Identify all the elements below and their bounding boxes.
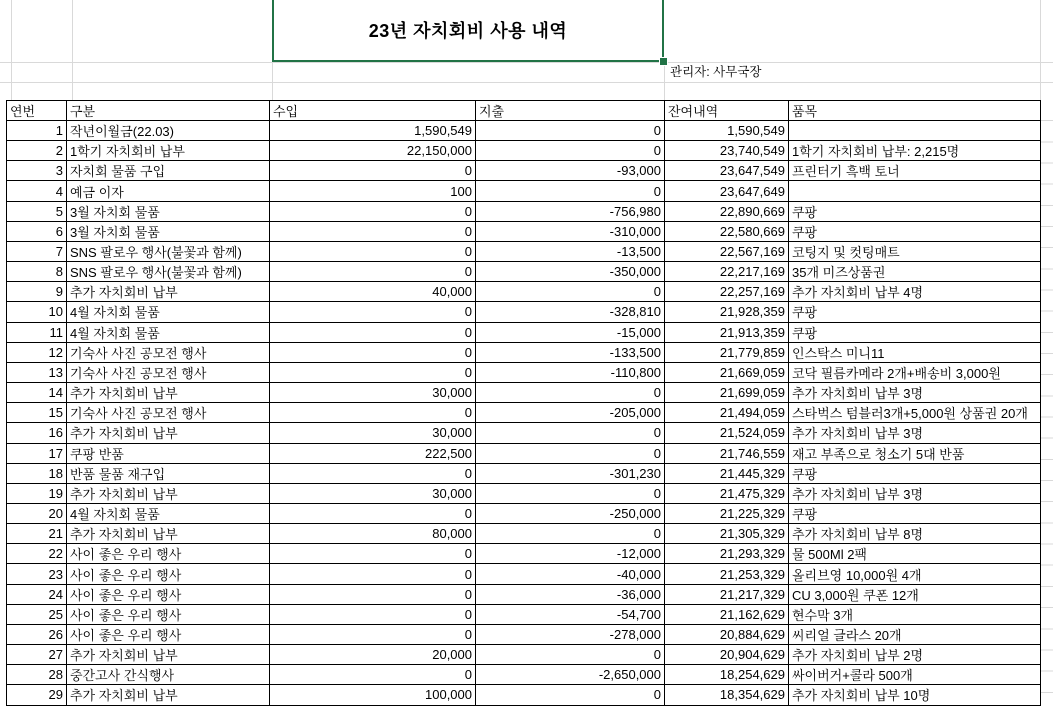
table-row [7,524,1041,544]
table-row [7,624,1041,644]
gridline-vertical [11,0,12,100]
title-cell[interactable] [272,0,664,62]
cell-item[interactable]: 코팅지 및 컷팅매트 [789,241,1041,261]
cell-income[interactable]: 0 [270,403,476,423]
cell-no[interactable]: 28 [7,665,67,685]
cell-expense[interactable]: -328,810 [476,302,665,322]
manager-label: 관리자: 사무국장 [670,65,762,79]
cell-balance[interactable]: 23,647,549 [665,161,789,181]
cell-category[interactable]: SNS 팔로우 행사(불꽃과 함께) [67,241,270,261]
selection-fill-handle[interactable] [659,57,668,66]
cell-income[interactable]: 0 [270,221,476,241]
cell-income[interactable]: 0 [270,241,476,261]
cell-item[interactable]: 현수막 3개 [789,604,1041,624]
cell-category[interactable]: 쿠팡 반품 [67,443,270,463]
cell-income[interactable]: 0 [270,624,476,644]
table-row [7,645,1041,665]
cell-no[interactable]: 20 [7,503,67,523]
table-row [7,665,1041,685]
cell-balance[interactable]: 20,884,629 [665,624,789,644]
cell-category[interactable]: 추가 자치회비 납부 [67,483,270,503]
cell-item[interactable]: 35개 미즈상품권 [789,262,1041,282]
cell-no[interactable]: 29 [7,685,67,705]
cell-balance[interactable]: 23,647,649 [665,181,789,201]
cell-expense[interactable]: 0 [476,524,665,544]
cell-expense[interactable]: 0 [476,383,665,403]
table-row [7,403,1041,423]
cell-expense[interactable]: 0 [476,443,665,463]
cell-item[interactable]: 인스탁스 미니11 [789,342,1041,362]
cell-item[interactable]: CU 3,000원 쿠폰 12개 [789,584,1041,604]
cell-category[interactable]: 추가 자치회비 납부 [67,685,270,705]
ledger-table [6,100,1041,706]
table-row [7,584,1041,604]
gridline-vertical [272,62,273,100]
cell-item[interactable]: 코닥 필름카메라 2개+배송비 3,000원 [789,362,1041,382]
cell-category[interactable]: 작년이월금(22.03) [67,121,270,141]
cell-balance[interactable]: 22,567,169 [665,241,789,261]
cell-balance[interactable]: 1,590,549 [665,121,789,141]
cell-no[interactable]: 7 [7,241,67,261]
gridline-horizontal [0,62,1053,63]
cell-item[interactable]: 추가 자치회비 납부 4명 [789,282,1041,302]
cell-income[interactable]: 0 [270,463,476,483]
cell-expense[interactable]: -350,000 [476,262,665,282]
cell-balance[interactable]: 21,217,329 [665,584,789,604]
cell-expense[interactable]: -2,650,000 [476,665,665,685]
cell-balance[interactable]: 21,293,329 [665,544,789,564]
cell-item[interactable]: 씨리얼 글라스 20개 [789,624,1041,644]
table-row [7,221,1041,241]
cell-category[interactable]: 사이 좋은 우리 행사 [67,544,270,564]
cell-balance[interactable]: 21,928,359 [665,302,789,322]
cell-no[interactable]: 3 [7,161,67,181]
table-row [7,483,1041,503]
cell-expense[interactable]: -15,000 [476,322,665,342]
cell-no[interactable]: 15 [7,403,67,423]
cell-income[interactable]: 0 [270,362,476,382]
cell-income[interactable]: 222,500 [270,443,476,463]
column-header-item[interactable]: 품목 [789,101,1041,121]
cell-category[interactable]: 3월 자치회 물품 [67,221,270,241]
cell-expense[interactable]: -110,800 [476,362,665,382]
cell-income[interactable]: 0 [270,161,476,181]
cell-category[interactable]: 4월 자치회 물품 [67,322,270,342]
cell-income[interactable]: 0 [270,302,476,322]
cell-category[interactable]: 예금 이자 [67,181,270,201]
gridline-horizontal [0,82,1053,83]
sheet-title: 23년 자치회비 사용 내역 [368,21,568,41]
cell-balance[interactable]: 21,475,329 [665,483,789,503]
table-row [7,121,1041,141]
cell-balance[interactable]: 21,669,059 [665,362,789,382]
cell-no[interactable]: 4 [7,181,67,201]
cell-expense[interactable]: -205,000 [476,403,665,423]
gridline-row-stubs [1041,100,1053,707]
cell-expense[interactable]: -40,000 [476,564,665,584]
cell-income[interactable]: 1,590,549 [270,121,476,141]
cell-no[interactable]: 8 [7,262,67,282]
cell-no[interactable]: 9 [7,282,67,302]
table-row [7,262,1041,282]
cell-expense[interactable]: 0 [476,121,665,141]
cell-balance[interactable]: 18,254,629 [665,665,789,685]
table-row [7,302,1041,322]
cell-item[interactable]: 스타벅스 텀블러3개+5,000원 상품권 20개 [789,403,1041,423]
cell-no[interactable]: 14 [7,383,67,403]
cell-income[interactable]: 30,000 [270,383,476,403]
cell-item[interactable]: 쿠팡 [789,201,1041,221]
cell-item[interactable]: 싸이버거+콜라 500개 [789,665,1041,685]
cell-balance[interactable]: 21,162,629 [665,604,789,624]
cell-income[interactable]: 0 [270,665,476,685]
cell-balance[interactable]: 21,746,559 [665,443,789,463]
table-row [7,443,1041,463]
cell-income[interactable]: 40,000 [270,282,476,302]
cell-expense[interactable]: -54,700 [476,604,665,624]
gridline-vertical [1040,0,1041,100]
table-row [7,282,1041,302]
cell-income[interactable]: 0 [270,201,476,221]
cell-item[interactable]: 추가 자치회비 납부 3명 [789,423,1041,443]
table-body [7,121,1041,706]
cell-item[interactable]: 추가 자치회비 납부 3명 [789,483,1041,503]
cell-item[interactable]: 추가 자치회비 납부 10명 [789,685,1041,705]
table-row [7,241,1041,261]
cell-balance[interactable]: 20,904,629 [665,645,789,665]
cell-balance[interactable]: 21,253,329 [665,564,789,584]
cell-balance[interactable]: 22,890,669 [665,201,789,221]
cell-no[interactable]: 6 [7,221,67,241]
cell-item[interactable]: 쿠팡 [789,503,1041,523]
cell-income[interactable]: 0 [270,342,476,362]
cell-item[interactable]: 쿠팡 [789,322,1041,342]
cell-item[interactable] [789,181,1041,201]
cell-income[interactable]: 30,000 [270,483,476,503]
cell-expense[interactable]: -93,000 [476,161,665,181]
cell-income[interactable]: 100,000 [270,685,476,705]
table-row [7,685,1041,705]
cell-income[interactable]: 20,000 [270,645,476,665]
table-row [7,544,1041,564]
cell-expense[interactable]: -12,000 [476,544,665,564]
cell-no[interactable]: 26 [7,624,67,644]
cell-balance[interactable]: 21,913,359 [665,322,789,342]
table-row [7,161,1041,181]
cell-balance[interactable]: 21,445,329 [665,463,789,483]
column-header-income[interactable]: 수입 [270,101,476,121]
table-row [7,383,1041,403]
column-header-no[interactable]: 연번 [7,101,67,121]
cell-income[interactable]: 0 [270,503,476,523]
table-row [7,604,1041,624]
cell-income[interactable]: 0 [270,322,476,342]
cell-expense[interactable]: 0 [476,645,665,665]
cell-category[interactable]: 추가 자치회비 납부 [67,524,270,544]
table-row [7,564,1041,584]
cell-item[interactable]: 올리브영 10,000원 4개 [789,564,1041,584]
cell-item[interactable] [789,121,1041,141]
cell-expense[interactable]: 0 [476,685,665,705]
table-row [7,423,1041,443]
cell-category[interactable]: 기숙사 사진 공모전 행사 [67,342,270,362]
cell-category[interactable]: SNS 팔로우 행사(불꽃과 함께) [67,262,270,282]
cell-category[interactable]: 사이 좋은 우리 행사 [67,604,270,624]
cell-item[interactable]: 추가 자치회비 납부 2명 [789,645,1041,665]
cell-item[interactable]: 재고 부족으로 청소기 5대 반품 [789,443,1041,463]
cell-balance[interactable]: 22,580,669 [665,221,789,241]
cell-income[interactable]: 22,150,000 [270,141,476,161]
cell-item[interactable]: 쿠팡 [789,302,1041,322]
cell-expense[interactable]: 0 [476,483,665,503]
cell-no[interactable]: 22 [7,544,67,564]
cell-no[interactable]: 16 [7,423,67,443]
cell-category[interactable]: 추가 자치회비 납부 [67,282,270,302]
cell-item[interactable]: 추가 자치회비 납부 3명 [789,383,1041,403]
cell-balance[interactable]: 22,257,169 [665,282,789,302]
cell-expense[interactable]: -250,000 [476,503,665,523]
table-row [7,342,1041,362]
cell-no[interactable]: 18 [7,463,67,483]
cell-category[interactable]: 중간고사 간식행사 [67,665,270,685]
cell-category[interactable]: 사이 좋은 우리 행사 [67,624,270,644]
cell-item[interactable]: 쿠팡 [789,221,1041,241]
cell-no[interactable]: 19 [7,483,67,503]
cell-expense[interactable]: -756,980 [476,201,665,221]
cell-balance[interactable]: 21,779,859 [665,342,789,362]
cell-no[interactable]: 11 [7,322,67,342]
cell-no[interactable]: 5 [7,201,67,221]
gridline-vertical [664,66,665,100]
cell-no[interactable]: 24 [7,584,67,604]
cell-category[interactable]: 4월 자치회 물품 [67,503,270,523]
cell-expense[interactable]: -301,230 [476,463,665,483]
cell-balance[interactable]: 21,225,329 [665,503,789,523]
cell-no[interactable]: 27 [7,645,67,665]
column-header-category[interactable]: 구분 [67,101,270,121]
cell-expense[interactable]: -13,500 [476,241,665,261]
table-row [7,322,1041,342]
cell-category[interactable]: 추가 자치회비 납부 [67,645,270,665]
cell-category[interactable]: 반품 물품 재구입 [67,463,270,483]
table-row [7,201,1041,221]
cell-expense[interactable]: -278,000 [476,624,665,644]
table-row [7,503,1041,523]
cell-item[interactable]: 추가 자치회비 납부 8명 [789,524,1041,544]
cell-balance[interactable]: 21,699,059 [665,383,789,403]
cell-income[interactable]: 100 [270,181,476,201]
cell-no[interactable]: 1 [7,121,67,141]
cell-item[interactable]: 프린터기 흑백 토너 [789,161,1041,181]
cell-expense[interactable]: -310,000 [476,221,665,241]
cell-category[interactable]: 기숙사 사진 공모전 행사 [67,403,270,423]
cell-income[interactable]: 0 [270,262,476,282]
cell-no[interactable]: 10 [7,302,67,322]
cell-item[interactable]: 쿠팡 [789,463,1041,483]
cell-income[interactable]: 0 [270,604,476,624]
cell-no[interactable]: 17 [7,443,67,463]
gridline-vertical [72,0,73,100]
cell-category[interactable]: 사이 좋은 우리 행사 [67,564,270,584]
cell-no[interactable]: 13 [7,362,67,382]
cell-balance[interactable]: 21,524,059 [665,423,789,443]
cell-income[interactable]: 80,000 [270,524,476,544]
cell-category[interactable]: 기숙사 사진 공모전 행사 [67,362,270,382]
cell-balance[interactable]: 21,305,329 [665,524,789,544]
cell-category[interactable]: 1학기 자치회비 납부 [67,141,270,161]
column-header-expense[interactable]: 지출 [476,101,665,121]
cell-expense[interactable]: 0 [476,282,665,302]
cell-income[interactable]: 0 [270,544,476,564]
cell-category[interactable]: 추가 자치회비 납부 [67,383,270,403]
cell-expense[interactable]: 0 [476,423,665,443]
cell-item[interactable]: 물 500Ml 2팩 [789,544,1041,564]
cell-no[interactable]: 21 [7,524,67,544]
cell-category[interactable]: 추가 자치회비 납부 [67,423,270,443]
table-row [7,362,1041,382]
table-row [7,181,1041,201]
cell-category[interactable]: 자치회 물품 구입 [67,161,270,181]
cell-no[interactable]: 2 [7,141,67,161]
cell-income[interactable]: 0 [270,564,476,584]
cell-expense[interactable]: 0 [476,141,665,161]
cell-expense[interactable]: -133,500 [476,342,665,362]
cell-balance[interactable]: 18,354,629 [665,685,789,705]
cell-no[interactable]: 25 [7,604,67,624]
cell-balance[interactable]: 22,217,169 [665,262,789,282]
cell-category[interactable]: 3월 자치회 물품 [67,201,270,221]
table-row [7,141,1041,161]
cell-expense[interactable]: 0 [476,181,665,201]
cell-no[interactable]: 23 [7,564,67,584]
table-row [7,463,1041,483]
cell-category[interactable]: 4월 자치회 물품 [67,302,270,322]
cell-item[interactable]: 1학기 자치회비 납부: 2,215명 [789,141,1041,161]
cell-category[interactable]: 사이 좋은 우리 행사 [67,584,270,604]
header-row [7,101,1041,121]
cell-no[interactable]: 12 [7,342,67,362]
cell-expense[interactable]: -36,000 [476,584,665,604]
cell-income[interactable]: 0 [270,584,476,604]
column-header-balance[interactable]: 잔여내역 [665,101,789,121]
cell-income[interactable]: 30,000 [270,423,476,443]
cell-balance[interactable]: 21,494,059 [665,403,789,423]
cell-balance[interactable]: 23,740,549 [665,141,789,161]
